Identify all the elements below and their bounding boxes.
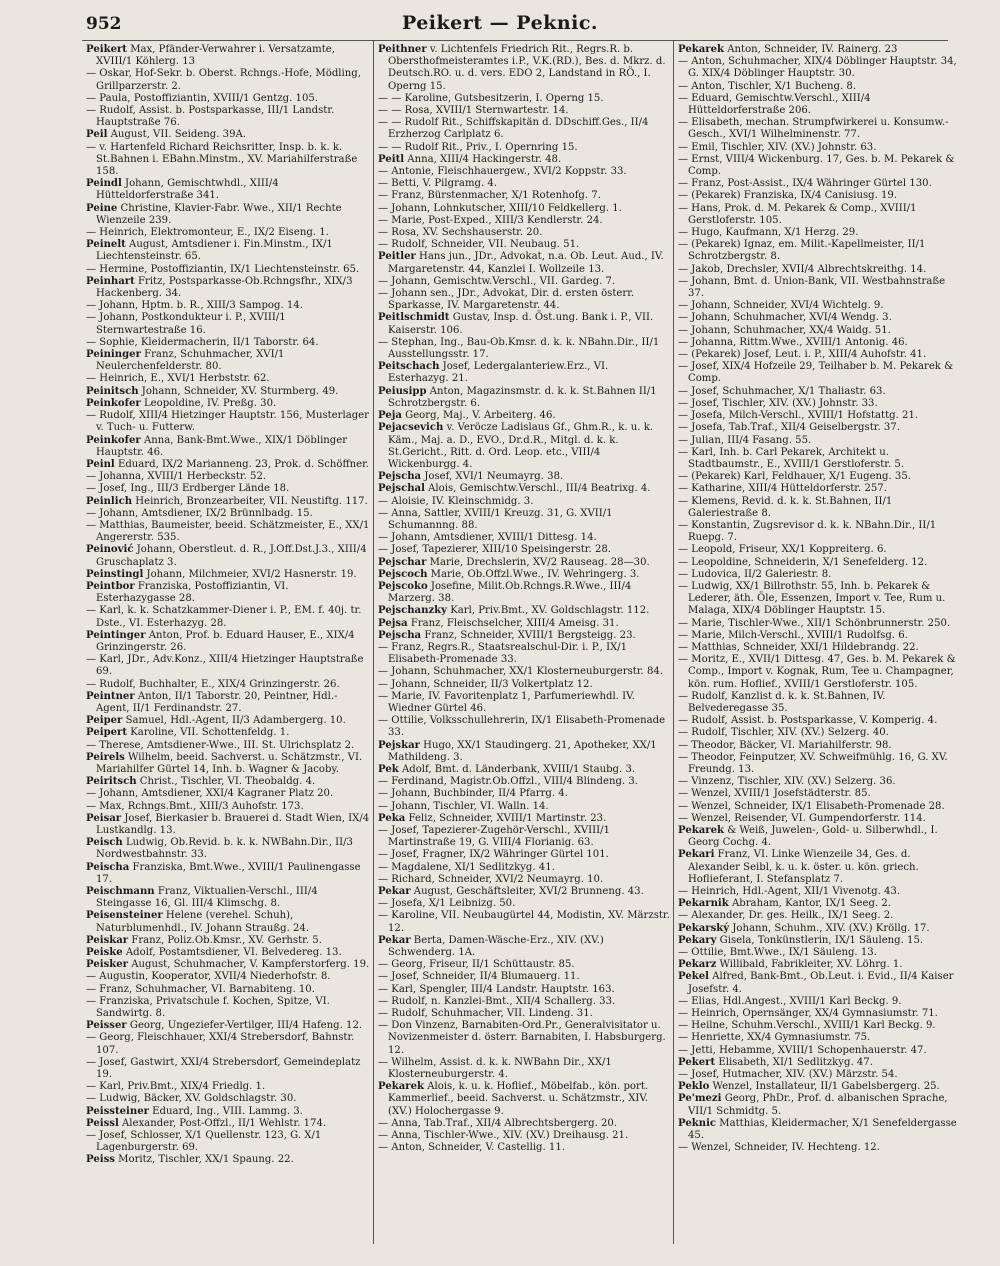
directory-entry: — Anton, Schuhmacher, XIX/4 Döblinger Hauptstr. 34, G. XIX/4 Döblinger Hauptstr. 30. [678, 56, 957, 80]
directory-entry: — Ferdinand, Magistr.Ob.Offzl., VIII/4 Blindeng. 3. [378, 776, 639, 788]
directory-entry: — Henriette, XX/4 Gymnasiumstr. 75. [678, 1032, 871, 1044]
directory-entry: Pejscha Josef, XVI/1 Neumayrg. 38. [378, 471, 564, 483]
directory-entry: Pejschal Alois, Gemischtw.Verschl., III/4 Beatrixg. 4. [378, 483, 651, 495]
directory-entry: — Franz, Post-Assist., IX/4 Währinger Gürtel 130. [678, 178, 932, 190]
directory-entry: Pekarek Alois, k. u. k. Hoflief., Möbelfab., kön. port. Kammerlief., beeid. Sachverst. u. Schätzmstr., XIV. (XV.) Holochergasse 9. [378, 1081, 649, 1117]
directory-entry: Peiskar Franz, Poliz.Ob.Kmsr., XV. Gerhstr. 5. [86, 934, 322, 946]
directory-entry: Pejschar Marie, Drechslerin, XV/2 Rauseag. 28—30. [378, 556, 650, 568]
directory-entry: Peja Georg, Maj., V. Arbeiterg. 46. [378, 410, 556, 422]
directory-entry: — Johann, Lohnkutscher, XIII/10 Feldkellerg. 1. [378, 202, 622, 214]
directory-entry: Peitlschmidt Gustav, Insp. d. Öst.ung. Bank i. P., VII. Kaiserstr. 106. [378, 312, 654, 336]
directory-entry: Pejscoch Marie, Ob.Offzl.Wwe., IV. Wehringerg. 3. [378, 568, 640, 580]
directory-entry: — Marie, Milch-Verschl., XVIII/1 Rudolfsg. 6. [678, 629, 908, 641]
directory-entry: — Leopoldine, Schneiderin, X/1 Senefelderg. 12. [678, 556, 928, 568]
directory-entry: — Georg, Fleischhauer, XXI/4 Strebersdorf, Bahnstr. 107. [86, 1032, 355, 1056]
directory-entry: — — Karoline, Gutsbesitzerin, I. Operng 15. [378, 92, 604, 104]
directory-entry: — Johann, Schneider, XVI/4 Wichtelg. 9. [678, 300, 884, 312]
directory-entry: — Josef, Tischler, XIV. (XV.) Johnstr. 33. [678, 397, 878, 409]
directory-entry: — Karl, k. k. Schatzkammer-Diener i. P., EM. f. 40j. tr. Dste., VI. Esterhazyg. 28. [86, 605, 362, 629]
directory-entry: Peissteiner Eduard, Ing., VIII. Lammg. 3. [86, 1105, 303, 1117]
directory-entry: — Johann, Hptm. b. R., XIII/3 Sampog. 14. [86, 300, 303, 312]
header-rule [82, 40, 948, 41]
directory-entry: Peka Feliz, Schneider, XVIII/1 Martinstr. 23. [378, 812, 607, 824]
directory-entry: — Rudolf, Assist. b. Postsparkasse, V. Komperig. 4. [678, 715, 938, 727]
directory-entry: Peiss Moritz, Tischler, XX/1 Spaung. 22. [86, 1154, 294, 1166]
directory-entry: — Ludovica, II/2 Galeriestr. 8. [678, 568, 832, 580]
directory-entry: — Theodor, Feinputzer, XV. Schweifmühlg. 16, G. XV. Freundg. 13. [678, 751, 948, 775]
directory-entry: — Franziska, Privatschule f. Kochen, Spitze, VI. Sandwirtg. 8. [86, 995, 330, 1020]
directory-entry: — Karl, Priv.Bmt., XIX/4 Friedlg. 1. [86, 1081, 266, 1093]
directory-entry: — Elisabeth, mechan. Strumpfwirkerei u. Konsumw.-Gesch., XVI/1 Wilhelminenstr. 77. [678, 117, 949, 141]
directory-entry: — (Pekarek) Josef, Leut. i. P., XIII/4 Auhofstr. 41. [678, 349, 927, 361]
directory-entry: Peisch Ludwig, Ob.Revid. b. k. k. NWBahn.Dir., II/3 Nordwestbahnstr. 33. [86, 837, 353, 861]
directory-entry: — Josef, Ing., III/3 Erdberger Lände 18. [86, 483, 290, 495]
directory-entry: Peiske Adolf, Postamtsdiener, VI. Belvedereg. 13. [86, 947, 342, 959]
directory-entry: — Paula, Postoffiziantin, XVIII/1 Gentzg. 105. [86, 92, 318, 104]
directory-entry: Pekary Gisela, Tonkünstlerin, IX/1 Säuleng. 15. [678, 934, 924, 946]
directory-entry: — Richard, Schneider, XVI/2 Neumayrg. 10. [378, 873, 604, 885]
directory-entry: — Ottilie, Volksschullehrerin, IX/1 Elisabeth-Promenade 33. [378, 715, 666, 739]
directory-entry: — Ludwig, XX/1 Billrothstr. 55, Inh. b. Pekarek & Lederer, äth. Öle, Essenzen, Import v. Tee, Rum u. Malaga, XIX/4 Döblinger Hauptstr. 15. [678, 580, 946, 617]
directory-entry: — Karl, JDr., Adv.Konz., XIII/4 Hietzinger Hauptstraße 69. [86, 654, 364, 678]
directory-entry: — Johanna, Rittm.Wwe., XVIII/1 Antonig. 46. [678, 336, 908, 348]
directory-entry: — Josef, Schneider, II/4 Blumauerg. 11. [378, 971, 580, 983]
directory-entry: Peintner Anton, II/1 Taborstr. 20, Peintner, Hdl.-Agent, II/1 Ferdinandstr. 27. [86, 690, 338, 714]
directory-entry: — Vinzenz, Tischler, XIV. (XV.) Selzerg. 36. [678, 776, 896, 788]
directory-entry: — Wenzel, Reisender, VI. Gumpendorferstr. 114. [678, 812, 926, 824]
directory-entry: — Antonie, Fleischhauergew., XVI/2 Koppstr. 33. [378, 166, 627, 178]
directory-entry: — Katharine, XIII/4 Hütteldorferstr. 257. [678, 483, 887, 495]
directory-entry: — Wenzel, XVIII/1 Josefstädterstr. 85. [678, 788, 871, 800]
directory-entry: Peintbor Franziska, Postoffiziantin, VI. Esterhazygasse 28. [86, 580, 289, 605]
directory-entry: — Ernst, VIII/4 Wickenburg. 17, Ges. b. M. Pekarek & Comp. [678, 153, 955, 178]
directory-entry: Pekari Franz, VI. Linke Wienzeile 34, Ges. d. Alexander Seibl, k. u. k. öster. u. kön. griech. Hoflieferant, I. Stefansplatz 7. [678, 849, 919, 885]
directory-entry: Peinitsch Johann, Schneider, XV. Sturmberg. 49. [86, 385, 339, 397]
directory-entry: — Karoline, VII. Neubaugürtel 44, Modistin, XV. Märzstr. 12. [378, 910, 670, 934]
directory-entry: Peinl Eduard, IX/2 Marianneng. 23, Prok. d. Schöffner. [86, 458, 370, 470]
directory-entry: Pejscha Franz, Schneider, XVIII/1 Bergsteigg. 23. [378, 629, 636, 641]
directory-entry: Peikert Max, Pfänder-Verwahrer i. Versatzamte, XVIII/1 Köhlerg. 13 [86, 44, 335, 68]
directory-entry: — Marie, IV. Favoritenplatz 1, Parfumeriewhdl. IV. Wiedner Gürtel 46. [378, 690, 635, 714]
directory-entry: — Don Vinzenz, Barnabiten-Ord.Pr., Generalvisitator u. Novizenmeister d. österr. Barnabiten, I. Habsburgerg. 12. [378, 1020, 666, 1056]
directory-entry: — Wenzel, Schneider, IX/1 Elisabeth-Promenade 28. [678, 800, 945, 812]
directory-entry: — Josef, Hutmacher, XIV. (XV.) Märzstr. 54. [678, 1069, 898, 1081]
directory-entry: — Rudolf, Schneider, VII. Neubaug. 51. [378, 239, 580, 251]
directory-entry: Peipert Karoline, VII. Schottenfeldg. 1. [86, 727, 290, 739]
directory-entry: — Stephan, Ing., Bau-Ob.Kmsr. d. k. k. NBahn.Dir., II/1 Ausstellungsstr. 17. [378, 336, 660, 361]
directory-entry: — Wilhelm, Assist. d. k. k. NWBahn Dir., XX/1 Klosterneuburgerstr. 4. [378, 1056, 612, 1081]
directory-entry: Pekel Alfred, Bank-Bmt., Ob.Leut. i. Evid., II/4 Kaiser Josefstr. 4. [678, 971, 954, 995]
directory-entry: Pekarský Johann, Schuhm., XIV. (XV.) Kröllg. 17. [678, 922, 930, 934]
directory-entry: — Wenzel, Schneider, IV. Hechteng. 12. [678, 1142, 880, 1154]
directory-entry: — Karl, Spengler, III/4 Landstr. Hauptstr. 163. [378, 983, 615, 995]
directory-entry: — Emil, Tischler, XIV. (XV.) Johnstr. 63. [678, 141, 877, 153]
directory-entry: — Elias, Hdl.Angest., XVIII/1 Karl Beckg. 9. [678, 995, 902, 1007]
directory-entry: — Heinrich, Hdl.-Agent, XII/1 Vivenotg. 43. [678, 886, 901, 898]
directory-entry: — Anton, Tischler, X/1 Bucheng. 8. [678, 80, 857, 92]
directory-entry: — Josefa, X/1 Leibnizg. 50. [378, 898, 516, 910]
directory-entry: Peinkofer Leopoldine, IV. Preßg. 30. [86, 397, 277, 409]
directory-entry: — Josefa, Tab.Traf., XII/4 Geiselbergstr. 37. [678, 422, 900, 434]
directory-entry: Peintinger Anton, Prof. b. Eduard Hauser, E., XIX/4 Grinzingerstr. 26. [86, 629, 355, 653]
column-divider-2 [673, 40, 674, 1244]
directory-entry: Peitl Anna, XIII/4 Hackingerstr. 48. [378, 153, 562, 165]
directory-entry: — Johann, Gemischtw.Verschl., VII. Gardeg. 7. [378, 275, 616, 287]
directory-entry: — Franz, Regrs.R., Staatsrealschul-Dir. i. P., IX/1 Elisabeth-Promenade 33. [378, 641, 628, 666]
directory-entry: — Johann sen., JDr., Advokat, Dir. d. ersten österr. Sparkasse, IV. Margaretenstr. 44. [378, 288, 635, 312]
directory-entry: — Josef, Schuhmacher, X/1 Thaliastr. 63. [678, 385, 886, 397]
directory-entry: Peitschach Josef, Ledergalanteriew.Erz., VI. Esterhazyg. 21. [378, 361, 609, 385]
directory-entry: — Ottilie, Bmt.Wwe., IX/1 Säuleng. 13. [678, 947, 877, 959]
directory-entry: Peisser Georg, Ungeziefer-Vertilger, III/4 Hafeng. 12. [86, 1020, 363, 1032]
directory-entry: — Ludwig, Bäcker, XV. Goldschlagstr. 30. [86, 1093, 297, 1105]
directory-entry: — Eduard, Gemischtw.Verschl., XIII/4 Hütteldorferstraße 206. [678, 92, 871, 117]
directory-entry: — Johann, Buchbinder, II/4 Pfarrg. 4. [378, 788, 568, 800]
directory-entry: Pekarek & Weiß, Juwelen-, Gold- u. Silberwhdl., I. Georg Cochg. 4. [678, 825, 938, 849]
directory-entry: Pekarnik Abraham, Kantor, IX/1 Seeg. 2. [678, 898, 891, 910]
directory-entry: — Josef, Schlosser, X/1 Quellenstr. 123, G. X/1 Lagenburgerstr. 69. [86, 1130, 322, 1154]
directory-entry: — Karl, Inh. b. Carl Pekarek, Architekt u. Stadtbaumstr., E., XVIII/1 Gerstloferstr. 5. [678, 446, 905, 470]
directory-entry: Peirels Wilhelm, beeid. Sachverst. u. Schätzmstr., VI. Mariahilfer Gürtel 14, Inh. b. Wagner & Jacoby. [86, 751, 363, 775]
directory-entry: — Johann, Bmt. d. Union-Bank, VII. Westbahnstraße 37. [678, 275, 946, 300]
directory-entry: Pejscoko Josefine, Milit.Ob.Rchngs.R.Wwe., III/4 Marzerg. 38. [378, 580, 632, 605]
directory-entry: — Sophie, Kleidermacherin, II/1 Taborstr. 64. [86, 336, 319, 348]
directory-entry: Peischa Franziska, Bmt.Wwe., XVIII/1 Paulinengasse 17. [86, 861, 361, 885]
directory-entry: — v. Hartenfeld Richard Reichsritter, Insp. b. k. k. St.Bahnen i. EBahn.Minstm., XV. Mariahilferstraße 158. [86, 141, 358, 178]
directory-entry: Peinlich Heinrich, Bronzearbeiter, VII. Neustiftg. 117. [86, 495, 368, 507]
directory-entry: — Georg, Friseur, II/1 Schüttaustr. 85. [378, 959, 575, 971]
directory-entry: — Augustin, Kooperator, XVII/4 Niederhofstr. 8. [86, 971, 331, 983]
directory-entry: Peinhart Fritz, Postsparkasse-Ob.Rchngsfhr., XIX/3 Hackenberg. 34. [86, 275, 353, 300]
directory-column-1 [86, 44, 370, 1248]
directory-entry: Peithner v. Lichtenfels Friedrich Rit., Regrs.R. b. Obersthofmeisteramtes i.P., V.K.(RD.), Bes. d. Mkrz. d. Deutsch.RO. u. d. vers. EDO 2, Landstand in RÖ., I. Operng 15. [378, 44, 666, 92]
directory-entry: Peil August, VII. Seideng. 39A. [86, 129, 246, 141]
directory-entry: — (Pekarek) Franziska, IX/4 Canisiusg. 19. [678, 190, 898, 202]
directory-entry: — Hugo, Kaufmann, X/1 Herzg. 29. [678, 227, 859, 239]
directory-entry: — Max, Rchngs.Bmt., XIII/3 Auhofstr. 173. [86, 800, 304, 812]
directory-entry: Peinović Johann, Oberstleut. d. R., J.Off.Dst.J.3., XIII/4 Gruschaplatz 3. [86, 544, 367, 568]
directory-entry: — Matthias, Schneider, XXI/1 Hildebrandg. 22. [678, 641, 919, 653]
directory-entry: — Johann, Amtsdiener, XVIII/1 Dittesg. 14. [378, 532, 597, 544]
directory-entry: — Josef, Tapezierer, XIII/10 Speisingerstr. 28. [378, 544, 611, 556]
directory-entry: — Franz, Schuhmacher, VI. Barnabiteng. 10. [86, 983, 315, 995]
directory-column-2 [378, 44, 670, 1248]
directory-entry: — Rudolf, Tischler, XIV. (XV.) Selzerg. 40. [678, 727, 889, 739]
directory-entry: — Heinrich, E., XVI/1 Herbststr. 62. [86, 373, 270, 385]
directory-entry: — Johann, Schneider, II/3 Volkertplatz 12. [378, 678, 593, 690]
directory-entry: — Jakob, Drechsler, XVII/4 Albrechtskreithg. 14. [678, 263, 927, 275]
directory-entry: — Rudolf, n. Kanzlei-Bmt., XII/4 Schallerg. 33. [378, 995, 616, 1007]
directory-entry: — Klemens, Revid. d. k. k. St.Bahnen, II/1 Galeriestraße 8. [678, 495, 893, 519]
directory-entry: Peiusipp Anton, Magazinsmstr. d. k. k. St.Bahnen II/1 Schrotzbergstr. 6. [378, 385, 657, 409]
directory-entry: — Therese, Amtsdiener-Wwe., III. St. Ulrichsplatz 2. [86, 739, 355, 751]
directory-entry: — — Rudolf Rit., Priv., I. Opernring 15. [378, 141, 578, 153]
directory-entry: — Rudolf, Buchhalter, E., XIX/4 Grinzingerstr. 26. [86, 678, 340, 690]
directory-entry: — Johann, Amtsdiener, IX/2 Brünnlbadg. 15. [86, 507, 313, 519]
directory-entry: — Rudolf, Kanzlist d. k. k. St.Bahnen, IV. Belvederegasse 35. [678, 690, 886, 714]
directory-entry: Pekar August, Geschäftsleiter, XVI/2 Brunneng. 43. [378, 886, 644, 898]
directory-entry: Pejskar Hugo, XX/1 Staudingerg. 21, Apotheker, XX/1 Mathildeng. 3. [378, 739, 657, 763]
directory-entry: — Heilne, Schuhm.Verschl., XVIII/1 Karl Beckg. 9. [678, 1020, 936, 1032]
directory-entry: — Marie, Tischler-Wwe., XII/1 Schönbrunnerstr. 250. [678, 617, 951, 629]
directory-entry: — Johann, Schuhmacher, XX/1 Klosterneuburgerstr. 84. [378, 666, 664, 678]
directory-entry: Peissl Alexander, Post-Offzl., II/1 Wehlstr. 174. [86, 1117, 327, 1129]
directory-entry: Peindl Johann, Gemischtwhdl., XIII/4 Hütteldorferstraße 341. [86, 178, 279, 202]
directory-entry: Peinkofer Anna, Bank-Bmt.Wwe., XIX/1 Döblinger Hauptstr. 46. [86, 434, 348, 458]
directory-entry: Peisensteiner Helene (verehel. Schuh), Naturblumenhdl., IV. Johann Straußg. 24. [86, 910, 310, 934]
directory-entry: Peischmann Franz, Viktualien-Verschl., III/4 Steingasse 16, Gl. III/4 Klimschg. 8. [86, 886, 318, 910]
directory-entry: — Rudolf, XIII/4 Hietzinger Hauptstr. 156, Musterlager v. Tuch- u. Futterw. [86, 410, 369, 434]
directory-entry: — — Rosa, XVIII/1 Sternwartestr. 14. [378, 105, 569, 117]
directory-entry: — Franz, Bürstenmacher, X/1 Rotenhofg. 7. [378, 190, 601, 202]
directory-entry: — Josef, XIX/4 Hofzeile 29, Teilhaber b. M. Pekarek & Comp. [678, 361, 954, 385]
directory-entry: — Josef, Gastwirt, XXI/4 Strebersdorf, Gemeindeplatz 19. [86, 1056, 361, 1081]
directory-entry: Peklo Wenzel, Installateur, II/1 Gabelsbergerg. 25. [678, 1081, 940, 1093]
directory-entry: Peknic Matthias, Kleidermacher, X/1 Senefeldergasse 45. [678, 1117, 957, 1142]
directory-entry: Pekar Berta, Damen-Wäsche-Erz., XIV. (XV.) Schwenderg. 1A. [378, 934, 604, 959]
directory-entry: — Aloisie, IV. Kleinschmidg. 3. [378, 495, 534, 507]
directory-entry: Pekert Elisabeth, XI/1 Sedlitzkyg. 47. [678, 1056, 873, 1068]
directory-entry: — Konstantin, Zugsrevisor d. k. k. NBahn.Dir., II/1 Ruepg. 7. [678, 519, 937, 544]
directory-entry: — Hans, Prok. d. M. Pekarek & Comp., XVIII/1 Gerstloferstr. 105. [678, 202, 917, 226]
directory-entry: — Josef, Fragner, IX/2 Währinger Gürtel 101. [378, 849, 609, 861]
directory-entry: Pekarz Willibald, Fabrikleiter, XV. Löhrg. 1. [678, 959, 903, 971]
directory-entry: Peisker August, Schuhmacher, V. Kampferstorferg. 19. [86, 959, 370, 971]
directory-entry: — Rudolf, Schuhmacher, VII. Lindeng. 31. [378, 1008, 593, 1020]
directory-entry: Peiritsch Christ., Tischler, VI. Theobaldg. 4. [86, 776, 316, 788]
directory-entry: — Anna, Tischler-Wwe., XIV. (XV.) Dreihausg. 21. [378, 1130, 629, 1142]
page-number: 952 [86, 14, 122, 34]
directory-entry: Pejacsevich v. Veröcze Ladislaus Gf., Ghm.R., k. u. k. Käm., Maj. a. D., EVO., Dr.d.R., Mitgl. d. k. k. St.Gericht., Ritt. d. Ord. Leop. etc., VIII/4 Wickenburgg. 4. [378, 422, 654, 470]
directory-entry: — Josef, Tapezierer-Zugehör-Verschl., XVIII/1 Martinstraße 19, G. VIII/4 Florianig. 63. [378, 825, 610, 849]
directory-entry: — Theodor, Bäcker, VI. Mariahilferstr. 98. [678, 739, 892, 751]
directory-entry: Peinstingl Johann, Milchmeier, XVI/2 Hasnerstr. 19. [86, 568, 357, 580]
directory-entry: — Johanna, XVIII/1 Herbeckstr. 52. [86, 471, 267, 483]
directory-entry: Peitler Hans jun., JDr., Advokat, n.a. Ob. Leut. Aud., IV. Margaretenstr. 44, Kanzlei I. Wollzeile 13. [378, 251, 664, 275]
directory-entry: — Rosa, XV. Sechshauserstr. 20. [378, 227, 543, 239]
directory-entry: — Johann, Schuhmacher, XX/4 Waidg. 51. [678, 324, 891, 336]
directory-entry: Pe'mezi Georg, PhDr., Prof. d. albanischen Sprache, VII/1 Schmidtg. 5. [678, 1093, 948, 1117]
directory-entry: — Moritz, E., XVII/1 Dittesg. 47, Ges. b. M. Pekarek & Comp., Import v. Kognak, Rum, Tee u. Champagner, kön. rum. Hoflief., XVIII/1 Gerstloferstr. 105. [678, 654, 956, 690]
running-head: Peikert — Peknic. [401, 12, 599, 34]
directory-entry: — Johann, Amtsdiener, XXI/4 Kagraner Platz 20. [86, 788, 334, 800]
directory-entry: — Johann, Schuhmacher, XVI/4 Wendg. 3. [678, 312, 892, 324]
directory-entry: — Johann, Tischler, VI. Walln. 14. [378, 800, 549, 812]
directory-entry: — Matthias, Baumeister, beeid. Schätzmeister, E., XX/1 Angererstr. 535. [86, 519, 370, 544]
directory-entry: Peinelt August, Amtsdiener i. Fin.Minstm., IX/1 Liechtensteinstr. 65. [86, 239, 333, 263]
directory-entry: — Leopold, Friseur, XX/1 Koppreiterg. 6. [678, 544, 887, 556]
directory-entry: — — Rudolf Rit., Schiffskapitän d. DDschiff.Ges., II/4 Erzherzog Carlplatz 6. [378, 117, 649, 141]
column-divider-1 [373, 40, 374, 1244]
directory-entry: Peiper Samuel, Hdl.-Agent, II/3 Adambergerg. 10. [86, 715, 346, 727]
directory-entry: — Magdalene, XI/1 Sedlitzkyg. 41. [378, 861, 555, 873]
directory-entry: — Anna, Tab.Traf., XII/4 Albrechtsbergerg. 20. [378, 1117, 618, 1129]
page-header [0, 0, 1000, 40]
directory-entry: — Hermine, Postoffiziantin, IX/1 Liechtensteinstr. 65. [86, 263, 360, 275]
directory-entry: Peininger Franz, Schuhmacher, XVI/1 Neulerchenfelderstr. 80. [86, 349, 285, 373]
directory-entry: — Marie, Post-Exped., XIII/3 Kendlerstr. 24. [378, 214, 603, 226]
directory-column-3 [678, 44, 962, 1248]
directory-entry: — Betti, V. Pilgramg. 4. [378, 178, 498, 190]
directory-entry: — Rudolf, Assist. b. Postsparkasse, III/1 Landstr. Hauptstraße 76. [86, 105, 335, 129]
directory-entry: Pejsa Franz, Fleischselcher, XIII/4 Ameisg. 31. [378, 617, 619, 629]
directory-entry: — (Pekarek) Ignaz, em. Milit.-Kapellmeister, II/1 Schrotzbergstr. 8. [678, 239, 926, 263]
directory-entry: — Alexander, Dr. ges. Heilk., IX/1 Seeg. 2. [678, 910, 894, 922]
directory-entry: Pekarek Anton, Schneider, IV. Rainerg. 23 [678, 44, 898, 55]
directory-entry: — Jetti, Hebamme, XVIII/1 Schopenhauerstr. 47. [678, 1044, 927, 1056]
directory-entry: — Anton, Schneider, V. Castellig. 11. [378, 1142, 565, 1154]
directory-entry: Peisar Josef, Bierkasier b. Brauerei d. Stadt Wien, IX/4 Lustkandlg. 13. [86, 812, 370, 836]
directory-entry: — Josefa, Milch-Verschl., XVIII/1 Hofstattg. 21. [678, 410, 919, 422]
directory-entry: Pejschanzky Karl, Priv.Bmt., XV. Goldschlagstr. 112. [378, 605, 650, 617]
directory-entry: — (Pekarek) Karl, Feldhauer, X/1 Eugeng. 35. [678, 471, 911, 483]
directory-entry: — Johann, Postkondukteur i. P., XVIII/1 Sternwartestraße 16. [86, 312, 286, 336]
directory-entry: — Heinrich, Elektromonteur, E., IX/2 Eiseng. 1. [86, 227, 329, 239]
directory-entry: — Oskar, Hof-Sekr. b. Oberst. Rchngs.-Hofe, Mödling, Grillparzerstr. 2. [86, 68, 361, 92]
directory-entry: — Anna, Sattler, XVIII/1 Kreuzg. 31, G. XVII/1 Schumannng. 88. [378, 507, 613, 531]
directory-entry: Peine Christine, Klavier-Fabr. Wwe., XII/1 Rechte Wienzeile 239. [86, 202, 342, 226]
directory-entry: — Heinrich, Opernsänger, XX/4 Gymnasiumstr. 71. [678, 1008, 938, 1020]
directory-entry: — Julian, III/4 Fasang. 55. [678, 434, 812, 446]
directory-entry: Pek Adolf, Bmt. d. Länderbank, XVIII/1 Staubg. 3. [378, 763, 636, 775]
